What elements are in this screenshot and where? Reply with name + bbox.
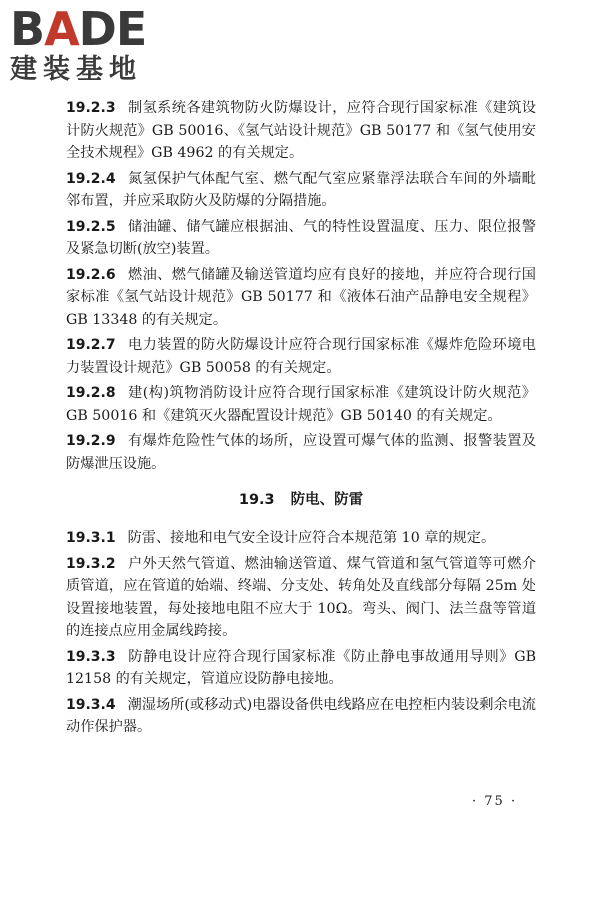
logo-wordmark: BADE — [10, 2, 147, 56]
bade-logo — [10, 2, 180, 86]
page-number: · 75 · — [472, 794, 518, 809]
clause-19-2-7: 19.2.7 电力装置的防火防爆设计应符合现行国家标准《爆炸危险环境电力装置设计规范》GB 50058 的有关规定。 — [66, 337, 536, 376]
section-heading: 19.3 防电、防雷 — [238, 492, 364, 508]
clause-19-3-2: 19.3.2 户外天然气管道、燃油输送管道、煤气管道和氢气管道等可燃介质管道，应在管道的始端、终端、分支处、转角处及直线部分每隔 25m 处设置接地装置，每处接地电阻不应大于 10Ω。弯头、阀门、法兰盘等管道的连接点应用金属线跨接。 — [66, 555, 536, 639]
clause-19-2-9: 19.2.9 有爆炸危险性气体的场所，应设置可爆气体的监测、报警装置及防爆泄压设施。 — [66, 433, 536, 472]
clause-19-3-1: 19.3.1 防雷、接地和电气安全设计应符合本规范第 10 章的规定。 — [66, 530, 496, 546]
clause-19-3-4: 19.3.4 潮湿场所(或移动式)电器设备供电线路应在电控柜内装设剩余电流动作保护器。 — [66, 696, 536, 735]
clause-19-2-6: 19.2.6 燃油、燃气储罐及输送管道均应有良好的接地，并应符合现行国家标准《氢气站设计规范》GB 50177 和《液体石油产品静电安全规程》GB 13348 的有关规定。 — [66, 266, 536, 328]
clause-19-2-4: 19.2.4 氮氢保护气体配气室、燃气配气室应紧靠浮法联合车间的外墙毗邻布置，并应采取防火及防爆的分隔措施。 — [66, 170, 536, 209]
logo-subtitle: 建装基地 — [10, 54, 142, 85]
clause-19-2-5: 19.2.5 储油罐、储气罐应根据油、气的特性设置温度、压力、限位报警及紧急切断(放空)装置。 — [66, 218, 536, 257]
clause-19-2-3: 19.2.3 制氢系统各建筑物防火防爆设计，应符合现行国家标准《建筑设计防火规范》GB 50016、《氢气站设计规范》GB 50177 和《氢气使用安全技术规程》GB 4962 的有关规定。 — [66, 100, 536, 161]
document-body — [66, 97, 536, 742]
clause-19-2-8: 19.2.8 建(构)筑物消防设计应符合现行国家标准《建筑设计防火规范》GB 50016 和《建筑灭火器配置设计规范》GB 50140 的有关规定。 — [66, 385, 536, 424]
clause-19-3-3: 19.3.3 防静电设计应符合现行国家标准《防止静电事故通用导则》GB 12158 的有关规定，管道应设防静电接地。 — [66, 648, 536, 687]
